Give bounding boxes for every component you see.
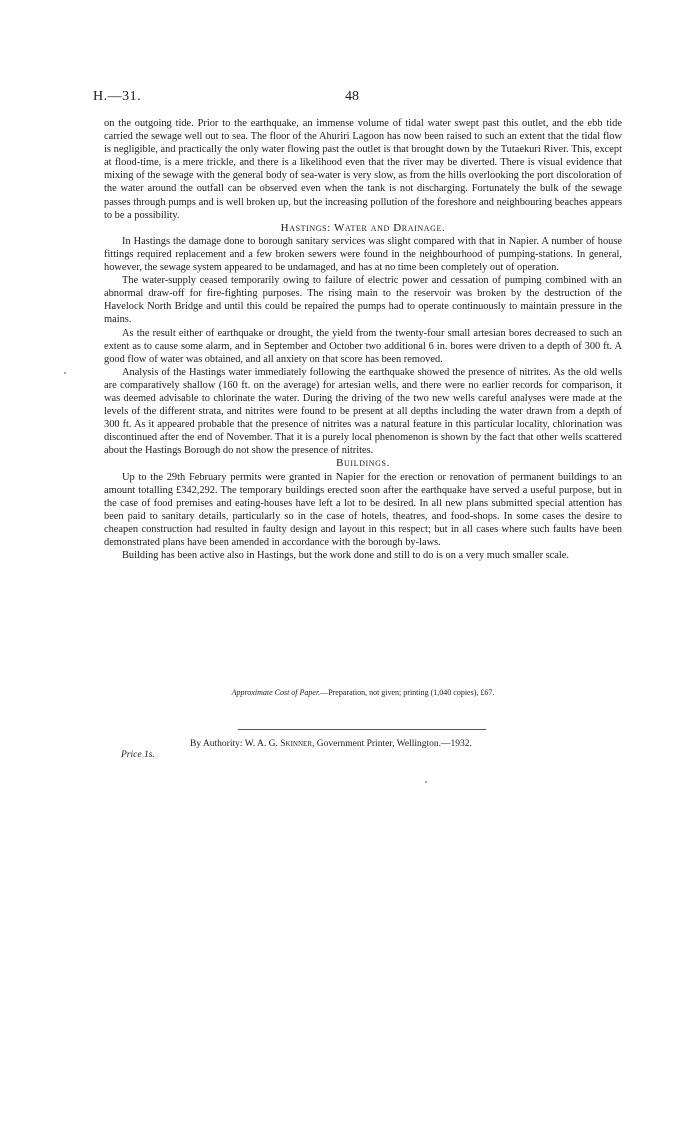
paragraph-permits: Up to the 29th February permits were granted in Napier for the erection or renovation of permanent buildings to an amount totalling £342,292. The temporary buildings erected soon after the earthquake have served a useful purpose, but in the case of food premises and eating-houses have left a lot to be desired. In all new plans submitted special attention has been paid to sanitary details, particularly so in the case of hotels, theatres, and food-shops. In some cases the desire to cheapen construction had resulted in faulty design and layout in this respect; but in all cases where such faults have been demonstrated plans have been amended in accordance with the borough by-laws.: [104, 471, 622, 548]
paragraph-nitrites: Analysis of the Hastings water immediately following the earthquake showed the presence of nitrites. As the old wells are comparatively shallow (160 ft. on the average) for artesian wells, and there were no earlier records for comparison, it was deemed advisable to chlorinate the water. During the driving of the two new wells careful analyses were made at the levels of the different strata, and nitrites were found to be present at all depths including the water drawn from a depth of 300 ft. As it appeared probable that the presence of nitrites was a natural feature in this particular locality, chlorination was discontinued after the end of November. That it is a purely local phenomenon is shown by the fact that other wells scattered about the Hastings Borough do not show the presence of nitrites.: [104, 366, 622, 457]
scan-speck: [64, 372, 66, 374]
authority-suffix: , Government Printer, Wellington.—1932.: [312, 739, 472, 749]
cost-text: —Preparation, not given; printing (1,040 copies), £67.: [320, 688, 495, 697]
cost-label: Approximate Cost of Paper.: [231, 688, 321, 697]
section-heading-buildings: Buildings.: [336, 457, 390, 470]
paragraph-continuation: on the outgoing tide. Prior to the earthquake, an immense volume of tidal water swept past this outlet, and the ebb tide carried the sewage well out to sea. The floor of the Ahuriri Lagoon has now been raised to such an extent that the tidal flow is negligible, and practically the only water flowing past the outlet is that brought down by the Tutaekuri River. This, except at flood-time, is a mere trickle, and there is a likelihood even that the river may be diverted. There is visual evidence that mixing of the sewage with the general body of sea-water is very slow, as from the hills overlooking the port discoloration of the water around the outfall can be observed even when the tank is not discharging. Fortunately the bulk of the sewage passes through pumps and is well broken up, but the increasing pollution of the foreshore and neighbouring beaches appears to be a possibility.: [104, 118, 622, 221]
printer-name: Skinner: [280, 739, 312, 749]
printer-authority: [190, 739, 472, 749]
footer-divider: [238, 729, 486, 730]
section-heading-hastings: Hastings: Water and Drainage.: [280, 221, 446, 234]
cost-of-paper-note: [104, 688, 622, 697]
scan-speck: [425, 781, 427, 783]
authority-prefix: By Authority: W. A. G.: [190, 739, 281, 749]
paragraph-water-supply: The water-supply ceased temporarily owing to failure of electric power and cessation of pumping combined with an abnormal draw-off for fire-fighting purposes. The rising main to the reservoir was broken by the destruction of the Havelock North Bridge and until this could be repaired the pumps had to operate continuously to maintain pressure in the mains.: [104, 275, 622, 326]
paragraph-artesian-bores: As the result either of earthquake or drought, the yield from the twenty-four small artesian bores decreased to such an extent as to cause some alarm, and in September and October two additional 6 in. bores were driven to a depth of 300 ft. A good flow of water was obtained, and all anxiety on that score has been removed.: [104, 327, 622, 365]
body-text: [104, 117, 622, 562]
page-number: 48: [345, 89, 359, 104]
report-reference: H.—31.: [93, 89, 142, 104]
paragraph-hastings-sanitary: In Hastings the damage done to borough sanitary services was slight compared with that in Napier. A number of house fittings required replacement and a few broken sewers were found in the neighbourhood of pumping-stations. In general, however, the sewage system appeared to be undamaged, and has at no time been completely out of operation.: [104, 235, 622, 274]
price-label: Price 1s.: [121, 750, 155, 760]
paragraph-hastings-building: Building has been active also in Hastings, but the work done and still to do is on a very much smaller scale.: [122, 550, 569, 562]
